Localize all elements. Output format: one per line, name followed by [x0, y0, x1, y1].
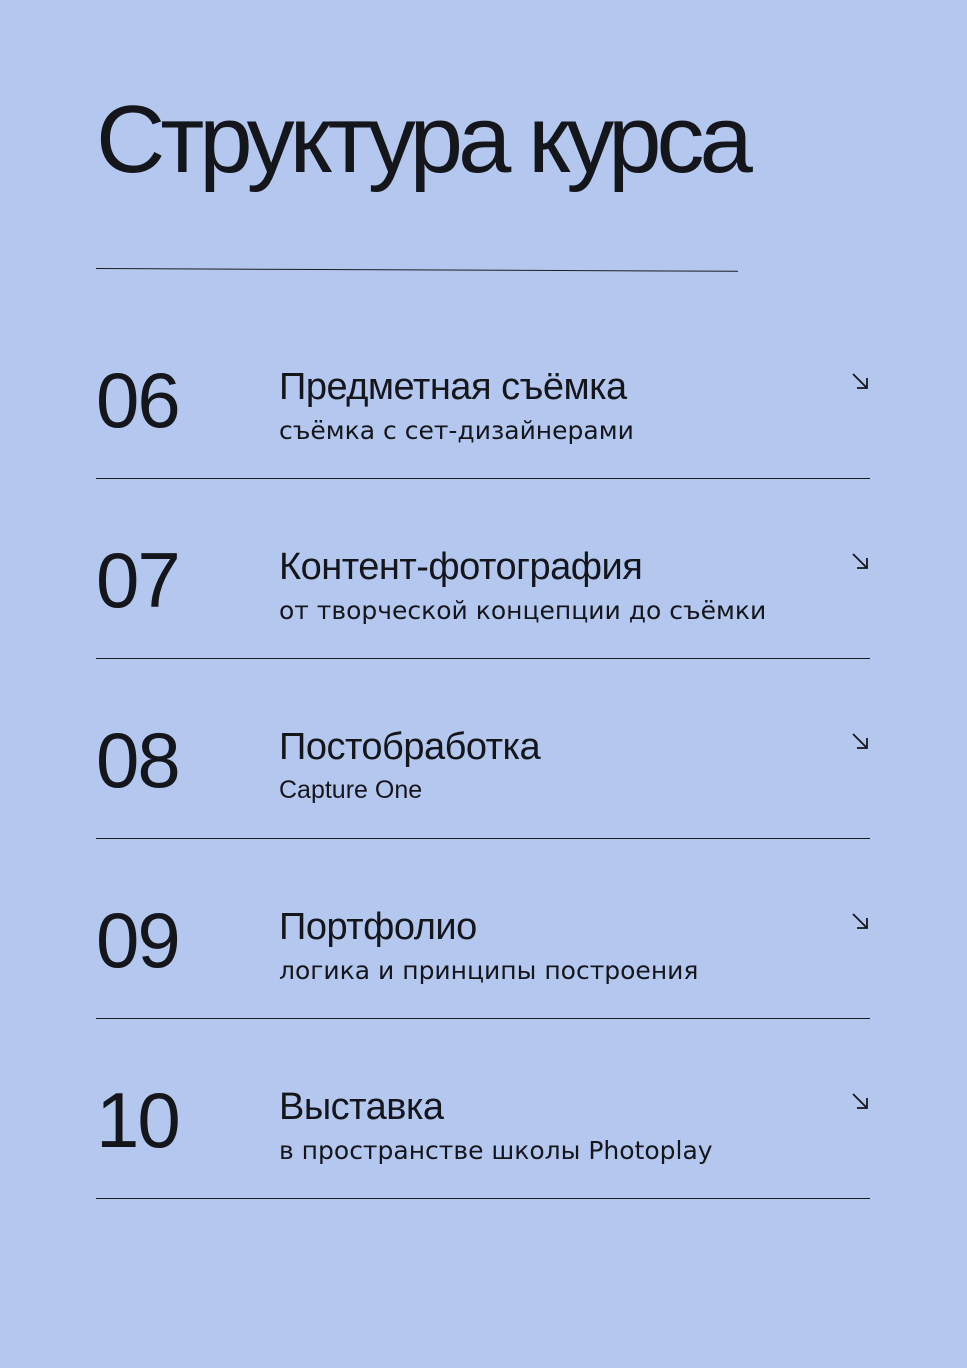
arrow-down-right-icon[interactable]	[850, 731, 870, 751]
course-module-list	[96, 299, 870, 1199]
module-number: 06	[96, 356, 179, 444]
module-title: Постобработка	[279, 726, 541, 768]
module-title: Контент-фотография	[279, 546, 643, 588]
arrow-down-right-icon[interactable]	[850, 1091, 870, 1111]
arrow-down-right-icon[interactable]	[850, 911, 870, 931]
course-module-06[interactable]	[96, 299, 870, 479]
module-title: Предметная съёмка	[279, 366, 627, 408]
title-divider	[96, 268, 738, 272]
module-subtitle: логика и принципы построения	[279, 956, 699, 985]
module-subtitle: от творческой концепции до съёмки	[279, 596, 767, 625]
module-title: Выставка	[279, 1086, 444, 1128]
arrow-down-right-icon[interactable]	[850, 371, 870, 391]
module-number: 07	[96, 536, 179, 624]
course-module-08[interactable]	[96, 659, 870, 839]
module-subtitle: в пространстве школы Photoplay	[279, 1136, 713, 1165]
module-number: 09	[96, 896, 179, 984]
arrow-down-right-icon[interactable]	[850, 551, 870, 571]
course-module-09[interactable]	[96, 839, 870, 1019]
module-title: Портфолио	[279, 906, 477, 948]
page-title: Структура курса	[96, 86, 748, 193]
module-number: 10	[96, 1076, 179, 1164]
course-module-07[interactable]	[96, 479, 870, 659]
module-number: 08	[96, 716, 179, 804]
module-subtitle: съёмка с сет-дизайнерами	[279, 416, 634, 445]
module-subtitle: Capture One	[279, 776, 423, 804]
course-module-10[interactable]	[96, 1019, 870, 1199]
